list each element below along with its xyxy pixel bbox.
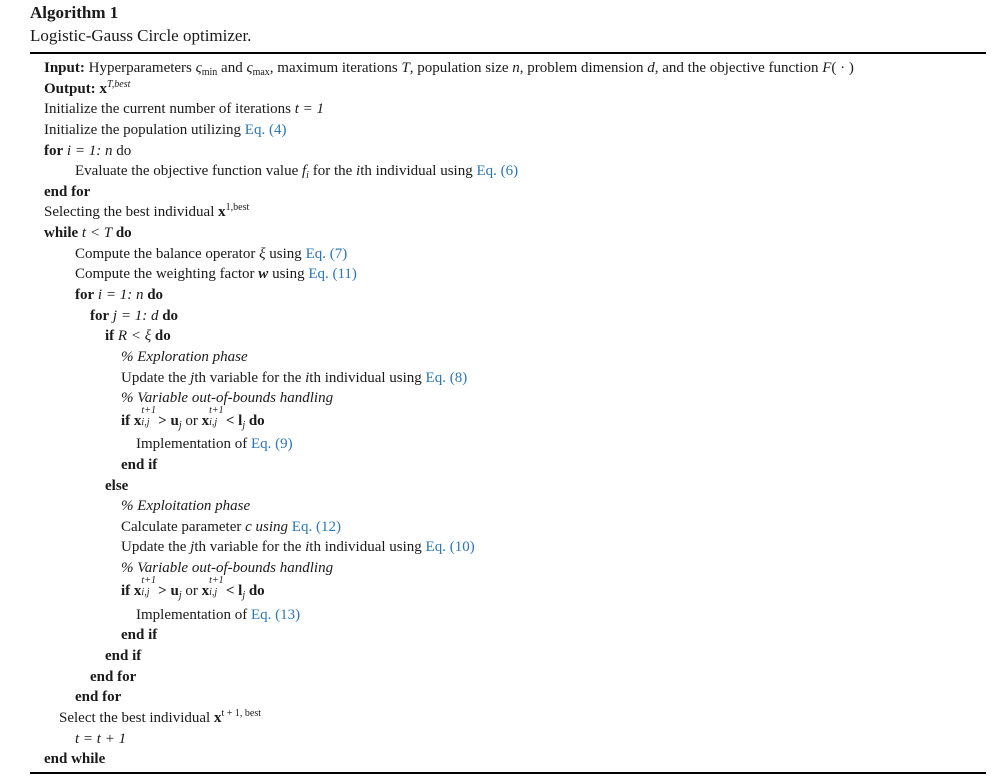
eq-4-link[interactable]: Eq. (4) bbox=[244, 122, 287, 138]
eq-6-link[interactable]: Eq. (6) bbox=[476, 163, 519, 179]
end-for-1: end for bbox=[44, 184, 91, 200]
end-if-2: end if bbox=[121, 627, 158, 643]
evaluate-line: Evaluate the objective function value $f_i$ for the ith individual using Eq. (6) bbox=[75, 163, 519, 181]
select-best-line: Selecting the best individual $x^{1,best}$ bbox=[44, 202, 250, 220]
implementation-1: Implementation of Eq. (9) bbox=[136, 436, 293, 452]
calculate-c-line: Calculate parameter c using Eq. (12) bbox=[121, 519, 341, 535]
exploitation-comment: % Exploitation phase bbox=[121, 498, 251, 514]
select-best-2-line: Select the best individual $x^{t + 1, best}$ bbox=[59, 708, 261, 726]
end-for-2: end for bbox=[75, 689, 122, 705]
init-population-line: Initialize the population utilizing Eq. (4) bbox=[44, 122, 287, 138]
oob-comment-2: % Variable out-of-bounds handling bbox=[121, 560, 334, 576]
while-loop: while t < T do bbox=[44, 225, 132, 241]
eq-8-link[interactable]: Eq. (8) bbox=[425, 370, 468, 386]
oob-comment-1: % Variable out-of-bounds handling bbox=[121, 390, 334, 406]
input-line: Input: Hyperparameters $\varsigma_{min}$ and $\varsigma_{max}$, maximum iterations T, population size n, problem dimension d, and the objective function F( · ) bbox=[44, 60, 854, 78]
eq-10-link[interactable]: Eq. (10) bbox=[425, 539, 475, 555]
eq-12-link[interactable]: Eq. (12) bbox=[291, 519, 341, 535]
else-keyword: else bbox=[105, 478, 129, 494]
implementation-2: Implementation of Eq. (13) bbox=[136, 607, 301, 623]
update-exploration-line: Update the jth variable for the ith individual using Eq. (8) bbox=[121, 370, 468, 386]
output-line: Output: $x^{T,best}$ bbox=[44, 79, 131, 97]
for-loop-1: for i = 1: n do bbox=[44, 143, 132, 159]
weighting-factor-line: Compute the weighting factor w using Eq. (11) bbox=[75, 266, 357, 282]
top-rule bbox=[30, 52, 986, 54]
eq-7-link[interactable]: Eq. (7) bbox=[305, 246, 348, 262]
eq-13-link[interactable]: Eq. (13) bbox=[250, 607, 301, 623]
end-if-1: end if bbox=[121, 457, 158, 473]
init-iterations-line: Initialize the current number of iterations t = 1 bbox=[44, 101, 325, 117]
for-loop-2: for i = 1: n do bbox=[75, 287, 164, 303]
algorithm-caption: Logistic-Gauss Circle optimizer. bbox=[30, 26, 252, 45]
if-bounds-1: if x t+1 i,j > $u_j$ or x t+1 i,j < $l_j$ do bbox=[121, 405, 265, 431]
increment-line: t = t + 1 bbox=[75, 731, 127, 747]
end-for-3: end for bbox=[90, 669, 137, 685]
balance-operator-line: Compute the balance operator ξ using Eq. (7) bbox=[75, 246, 348, 262]
update-exploitation-line: Update the jth variable for the ith individual using Eq. (10) bbox=[121, 539, 475, 555]
for-loop-3: for j = 1: d do bbox=[90, 308, 179, 324]
if-bounds-2: if x t+1 i,j > $u_j$ or x t+1 i,j < $l_j$ do bbox=[121, 575, 265, 601]
end-while: end while bbox=[44, 751, 106, 767]
exploration-comment: % Exploration phase bbox=[121, 349, 248, 365]
if-exploration: if R < ξ do bbox=[105, 328, 171, 344]
bottom-rule bbox=[30, 772, 986, 774]
end-if-3: end if bbox=[105, 648, 142, 664]
algorithm-title: Algorithm 1 bbox=[30, 3, 119, 22]
eq-11-link[interactable]: Eq. (11) bbox=[308, 266, 357, 282]
eq-9-link[interactable]: Eq. (9) bbox=[250, 436, 293, 452]
